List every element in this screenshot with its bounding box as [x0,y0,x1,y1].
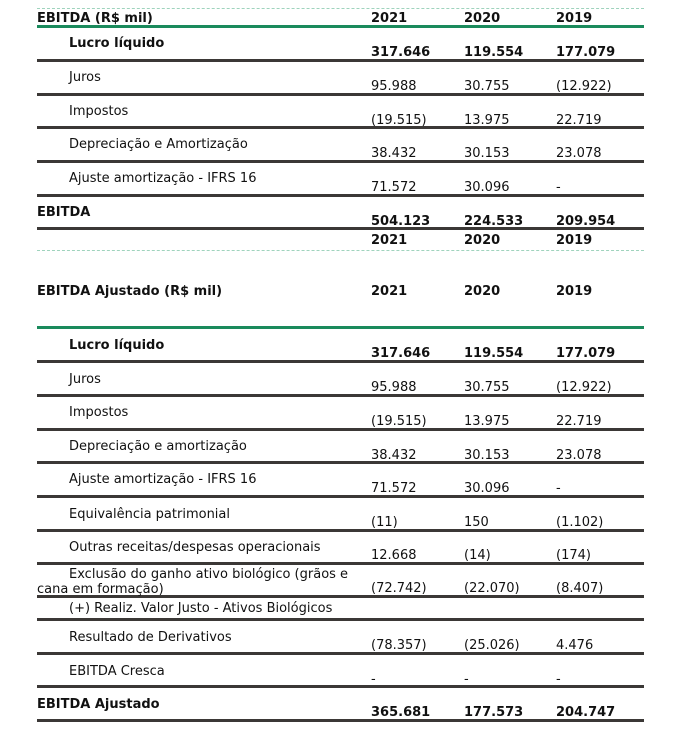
cell-value: 22.719 [556,113,602,128]
cell-value: 95.988 [371,79,417,94]
year-header: 2019 [556,284,593,299]
row-label: Lucro líquido [69,338,165,353]
cell-value: (1.102) [556,515,604,530]
row-label: Juros [69,70,101,85]
cell-value: (12.922) [556,79,612,94]
table-row [37,655,644,688]
table-row [37,397,644,431]
row-label: EBITDA Cresca [69,664,165,679]
cell-value: 13.975 [464,414,510,429]
cell-value: 13.975 [464,113,510,128]
table-row [37,329,644,363]
cell-value: 177.079 [556,45,616,60]
table-row [37,621,644,655]
table-row [37,163,644,197]
footer-years [37,230,644,251]
cell-value: 30.096 [464,180,510,195]
cell-value: (8.407) [556,581,604,596]
cell-value: 177.079 [556,346,616,361]
cell-value: 30.755 [464,380,510,395]
total-label: EBITDA [37,205,91,220]
cell-value: (174) [556,548,591,563]
table-row [37,62,644,96]
cell-value: - [371,672,376,687]
row-label: Juros [69,372,101,387]
table-row [37,96,644,129]
cell-value: 150 [464,515,489,530]
cell-value: (72.742) [371,581,427,596]
row-label: Equivalência patrimonial [69,507,231,522]
year-header: 2020 [464,11,501,26]
year-header: 2019 [556,11,593,26]
top-divider [37,0,644,9]
year-header: 2021 [371,284,408,299]
row-label: Impostos [69,405,129,420]
total-value: 204.747 [556,705,616,720]
table-row [37,431,644,464]
table-row [37,28,644,62]
table-title: EBITDA (R$ mil) [37,11,153,26]
total-value: 504.123 [371,214,431,229]
cell-value: 95.988 [371,380,417,395]
cell-value: (19.515) [371,113,427,128]
cell-value: 30.096 [464,481,510,496]
cell-value: 38.432 [371,146,417,161]
table-row [37,565,644,598]
year-header: 2021 [371,11,408,26]
row-label: Outras receitas/despesas operacionais [69,540,321,555]
table-row [37,129,644,163]
total-value: 224.533 [464,214,524,229]
year-header: 2019 [556,233,593,248]
cell-value: (12.922) [556,380,612,395]
cell-value: (14) [464,548,491,563]
cell-value: 317.646 [371,45,431,60]
table-title: EBITDA Ajustado (R$ mil) [37,284,223,299]
row-label: Depreciação e amortização [69,439,247,454]
cell-value: (25.026) [464,638,520,653]
cell-value: 4.476 [556,638,594,653]
row-label: Ajuste amortização - IFRS 16 [69,171,257,186]
table-header [37,9,644,28]
cell-value: 12.668 [371,548,417,563]
year-header: 2020 [464,284,501,299]
total-value: 365.681 [371,705,431,720]
total-label: EBITDA Ajustado [37,697,160,712]
cell-value: - [556,481,561,496]
row-label: Impostos [69,104,129,119]
table-row [37,598,644,621]
table-row [37,532,644,565]
total-value: 209.954 [556,214,616,229]
cell-value: (19.515) [371,414,427,429]
row-label: Exclusão do ganho ativo biológico (grãos e cana em formação) [37,567,349,597]
cell-value: 317.646 [371,346,431,361]
cell-value: (78.357) [371,638,427,653]
row-label: (+) Realiz. Valor Justo - Ativos Biológicos [69,601,333,616]
table-row [37,464,644,498]
cell-value: - [556,180,561,195]
cell-value: 119.554 [464,346,524,361]
table-header [37,251,644,329]
row-label: Depreciação e Amortização [69,137,248,152]
year-header: 2021 [371,233,408,248]
cell-value: 38.432 [371,448,417,463]
cell-value: 22.719 [556,414,602,429]
total-row [37,688,644,722]
cell-value: 23.078 [556,448,602,463]
cell-value: - [556,672,561,687]
cell-value: 23.078 [556,146,602,161]
cell-value: 119.554 [464,45,524,60]
cell-value: 71.572 [371,180,417,195]
cell-value: 71.572 [371,481,417,496]
row-label: Ajuste amortização - IFRS 16 [69,472,257,487]
row-label: Resultado de Derivativos [69,630,232,645]
cell-value: 30.153 [464,448,510,463]
cell-value: - [464,672,469,687]
row-label: Lucro líquido [69,36,165,51]
cell-value: 30.755 [464,79,510,94]
table-row [37,363,644,397]
cell-value: (11) [371,515,398,530]
total-row [37,197,644,230]
cell-value: 30.153 [464,146,510,161]
cell-value: (22.070) [464,581,520,596]
table-row [37,498,644,532]
total-value: 177.573 [464,705,524,720]
year-header: 2020 [464,233,501,248]
